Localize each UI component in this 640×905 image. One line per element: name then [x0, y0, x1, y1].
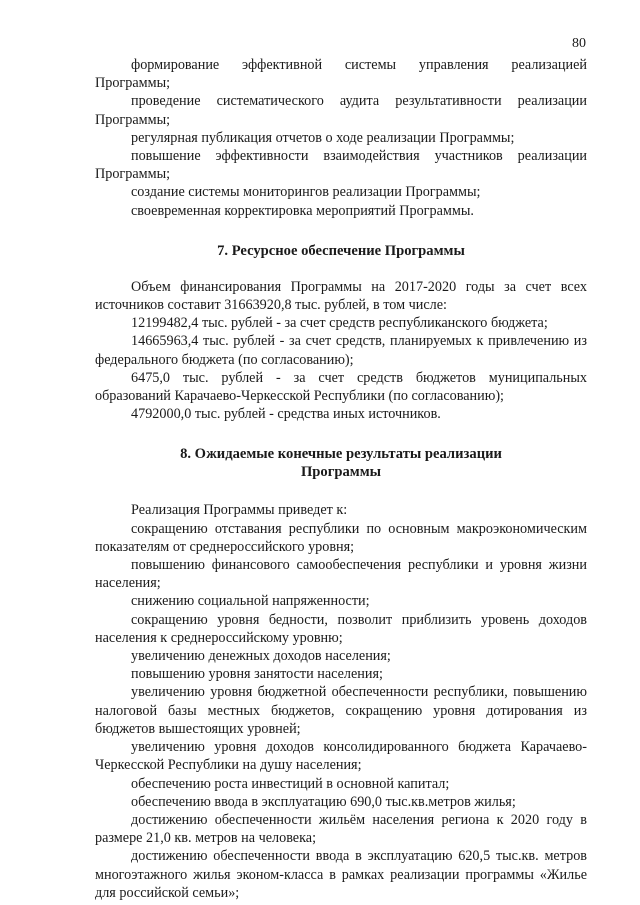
section-8-paragraph: достижению обеспеченности жильём населения региона к 2020 году в размере 21,0 кв. метров на человека;: [95, 811, 587, 847]
section-8-paragraph: сокращению уровня бедности, позволит приблизить уровень доходов населения к среднероссийскому уровню;: [95, 611, 587, 646]
intro-item: регулярная публикация отчетов о ходе реализации Программы;: [131, 129, 515, 146]
page-number: 80: [572, 36, 586, 51]
section-7-paragraph: 12199482,4 тыс. рублей - за счет средств республиканского бюджета;: [131, 315, 548, 332]
section-8-heading-line-1: 8. Ожидаемые конечные результаты реализации: [180, 446, 502, 463]
section-8-paragraph: сокращению отставания республики по основным макроэкономическим показателям от среднероссийского уровня;: [95, 520, 587, 555]
section-7-paragraph: 6475,0 тыс. рублей - за счет средств бюджетов муниципальных образований Карачаево-Черкесской Республики (по согласованию);: [95, 369, 587, 405]
document-body: [95, 56, 587, 902]
section-8-paragraph: повышению уровня занятости населения;: [131, 666, 383, 683]
section-8-heading-line-2: Программы: [300, 464, 382, 481]
intro-item: создание системы мониторингов реализации Программы;: [131, 184, 481, 201]
section-7-paragraph: 4792000,0 тыс. рублей - средства иных источников.: [131, 406, 441, 423]
section-8-paragraph: достижению обеспеченности ввода в эксплуатацию 620,5 тыс.кв. метров многоэтажного жилья эконом-класса в рамках реализации программы «Жилье для российской семьи»;: [95, 848, 587, 901]
section-7-paragraph: Объем финансирования Программы на 2017-2020 годы за счет всех источников составит 31663920,8 тыс. рублей, в том числе:: [95, 278, 587, 314]
intro-item: повышение эффективности взаимодействия участников реализации Программы;: [95, 148, 587, 183]
section-8-paragraph: Реализация Программы приведет к:: [131, 502, 348, 519]
section-8-paragraph: обеспечению роста инвестиций в основной капитал;: [131, 775, 450, 792]
section-7-heading: 7. Ресурсное обеспечение Программы: [217, 242, 465, 259]
section-8-paragraph: увеличению уровня бюджетной обеспеченности республики, повышению налоговой базы местных бюджетов, сокращению уровня дотирования из бюджетов вышестоящих уровней;: [95, 684, 587, 737]
section-8-paragraph: увеличению денежных доходов населения;: [131, 648, 391, 665]
intro-item: проведение систематического аудита результативности реализации Программы;: [95, 93, 587, 128]
section-8-paragraph: обеспечению ввода в эксплуатацию 690,0 тыс.кв.метров жилья;: [131, 793, 516, 810]
section-7-paragraph: 14665963,4 тыс. рублей - за счет средств, планируемых к привлечению из федерального бюджета (по согласованию);: [95, 333, 587, 368]
section-8-paragraph: снижению социальной напряженности;: [131, 593, 370, 610]
section-8-paragraph: повышению финансового самообеспечения республики и уровня жизни населения;: [95, 557, 587, 592]
section-8-heading: [95, 445, 587, 481]
intro-item: своевременная корректировка мероприятий Программы.: [131, 202, 474, 219]
intro-item: формирование эффективной системы управления реализацией Программы;: [95, 57, 587, 92]
section-8-paragraph: увеличению уровня доходов консолидированного бюджета Карачаево-Черкесской Республики на душу населения;: [95, 739, 587, 774]
